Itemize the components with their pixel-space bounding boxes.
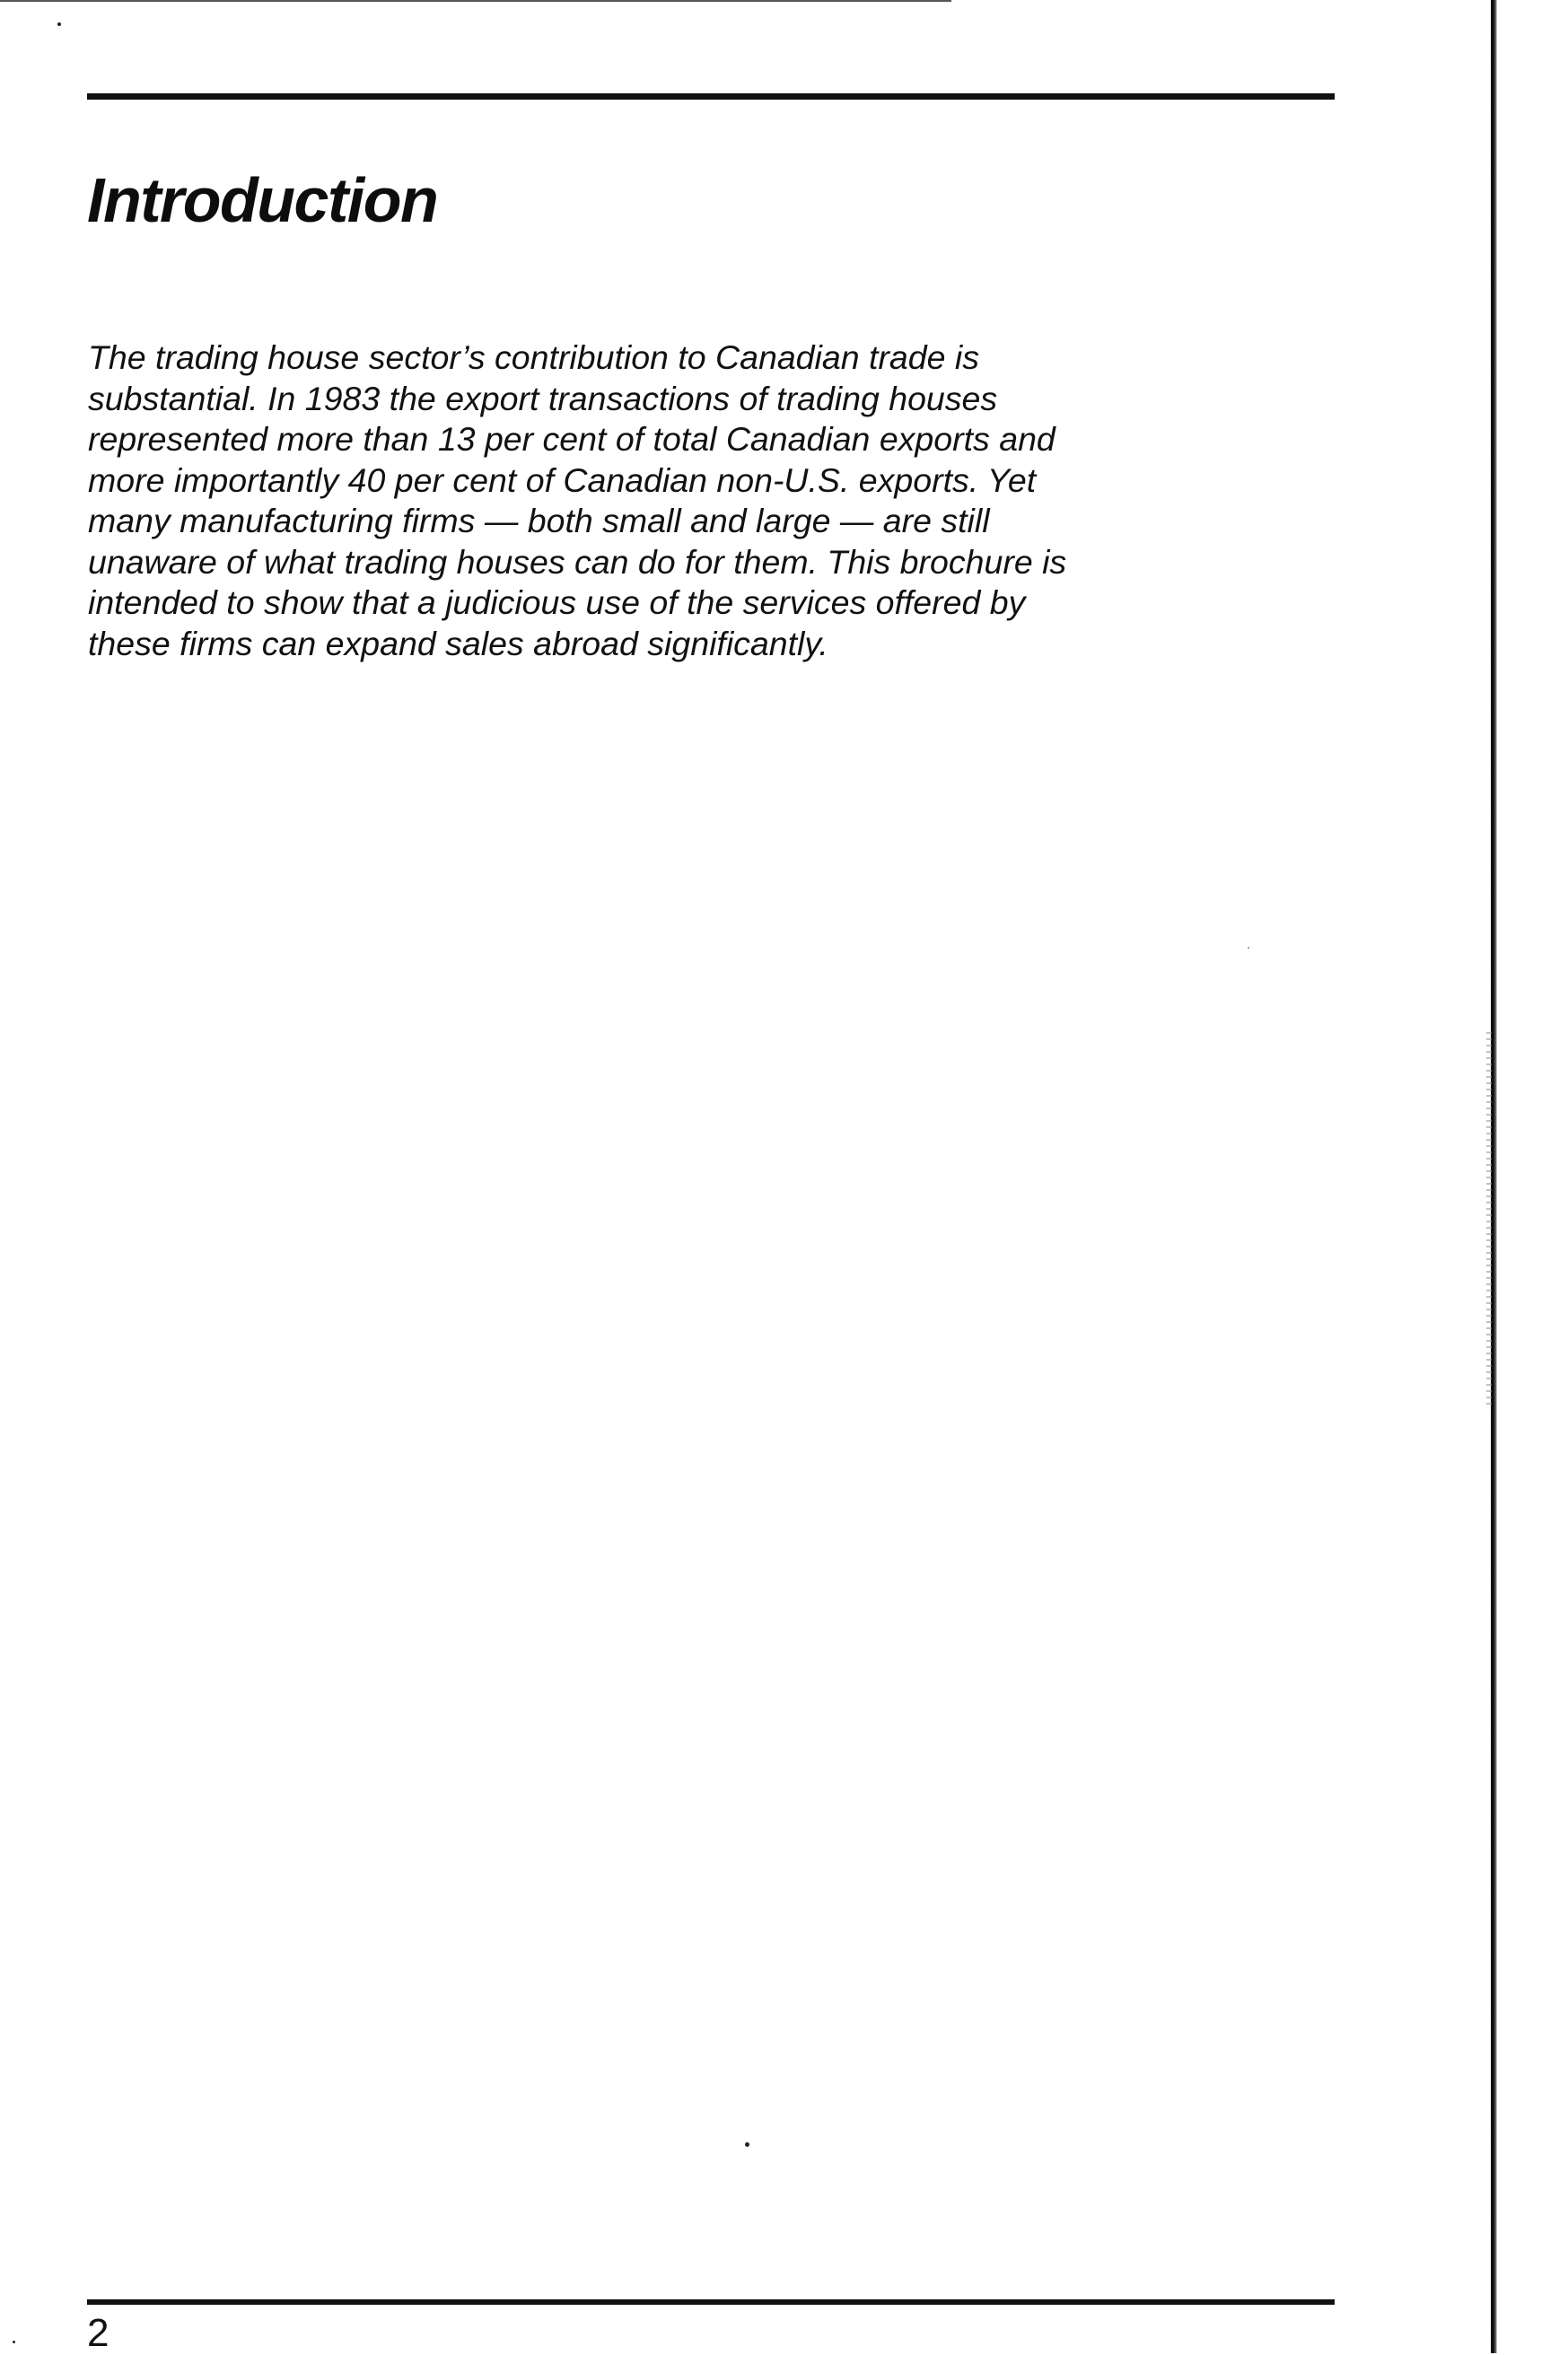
intro-paragraph — [88, 337, 1380, 664]
paragraph-line: The trading house sector’s contribution to Canadian trade is — [88, 338, 979, 376]
paragraph-line: intended to show that a judicious use of the services offered by — [88, 583, 1026, 621]
scan-speck — [745, 2142, 749, 2147]
paragraph-line: these firms can expand sales abroad significantly. — [88, 624, 828, 662]
paragraph-line: represented more than 13 per cent of total Canadian exports and — [88, 420, 1056, 458]
scan-speck — [13, 2341, 15, 2343]
scan-top-edge — [0, 0, 951, 2]
paragraph-line: more importantly 40 per cent of Canadian non-U.S. exports. Yet — [88, 460, 1037, 499]
scan-edge-noise — [1486, 1032, 1492, 1409]
paragraph-line: substantial. In 1983 the export transactions of trading houses — [88, 379, 998, 417]
bottom-rule — [87, 2299, 1335, 2305]
paragraph-line: many manufacturing firms — both small and large — are still — [88, 502, 990, 539]
scan-speck — [57, 22, 61, 26]
top-rule — [87, 93, 1335, 100]
paragraph-line: unaware of what trading houses can do for them. This brochure is — [88, 542, 1067, 581]
page-heading: Introduction — [87, 165, 438, 235]
page-number: 2 — [87, 2311, 109, 2355]
scan-right-edge — [1491, 0, 1497, 2353]
scan-speck — [1248, 947, 1249, 949]
